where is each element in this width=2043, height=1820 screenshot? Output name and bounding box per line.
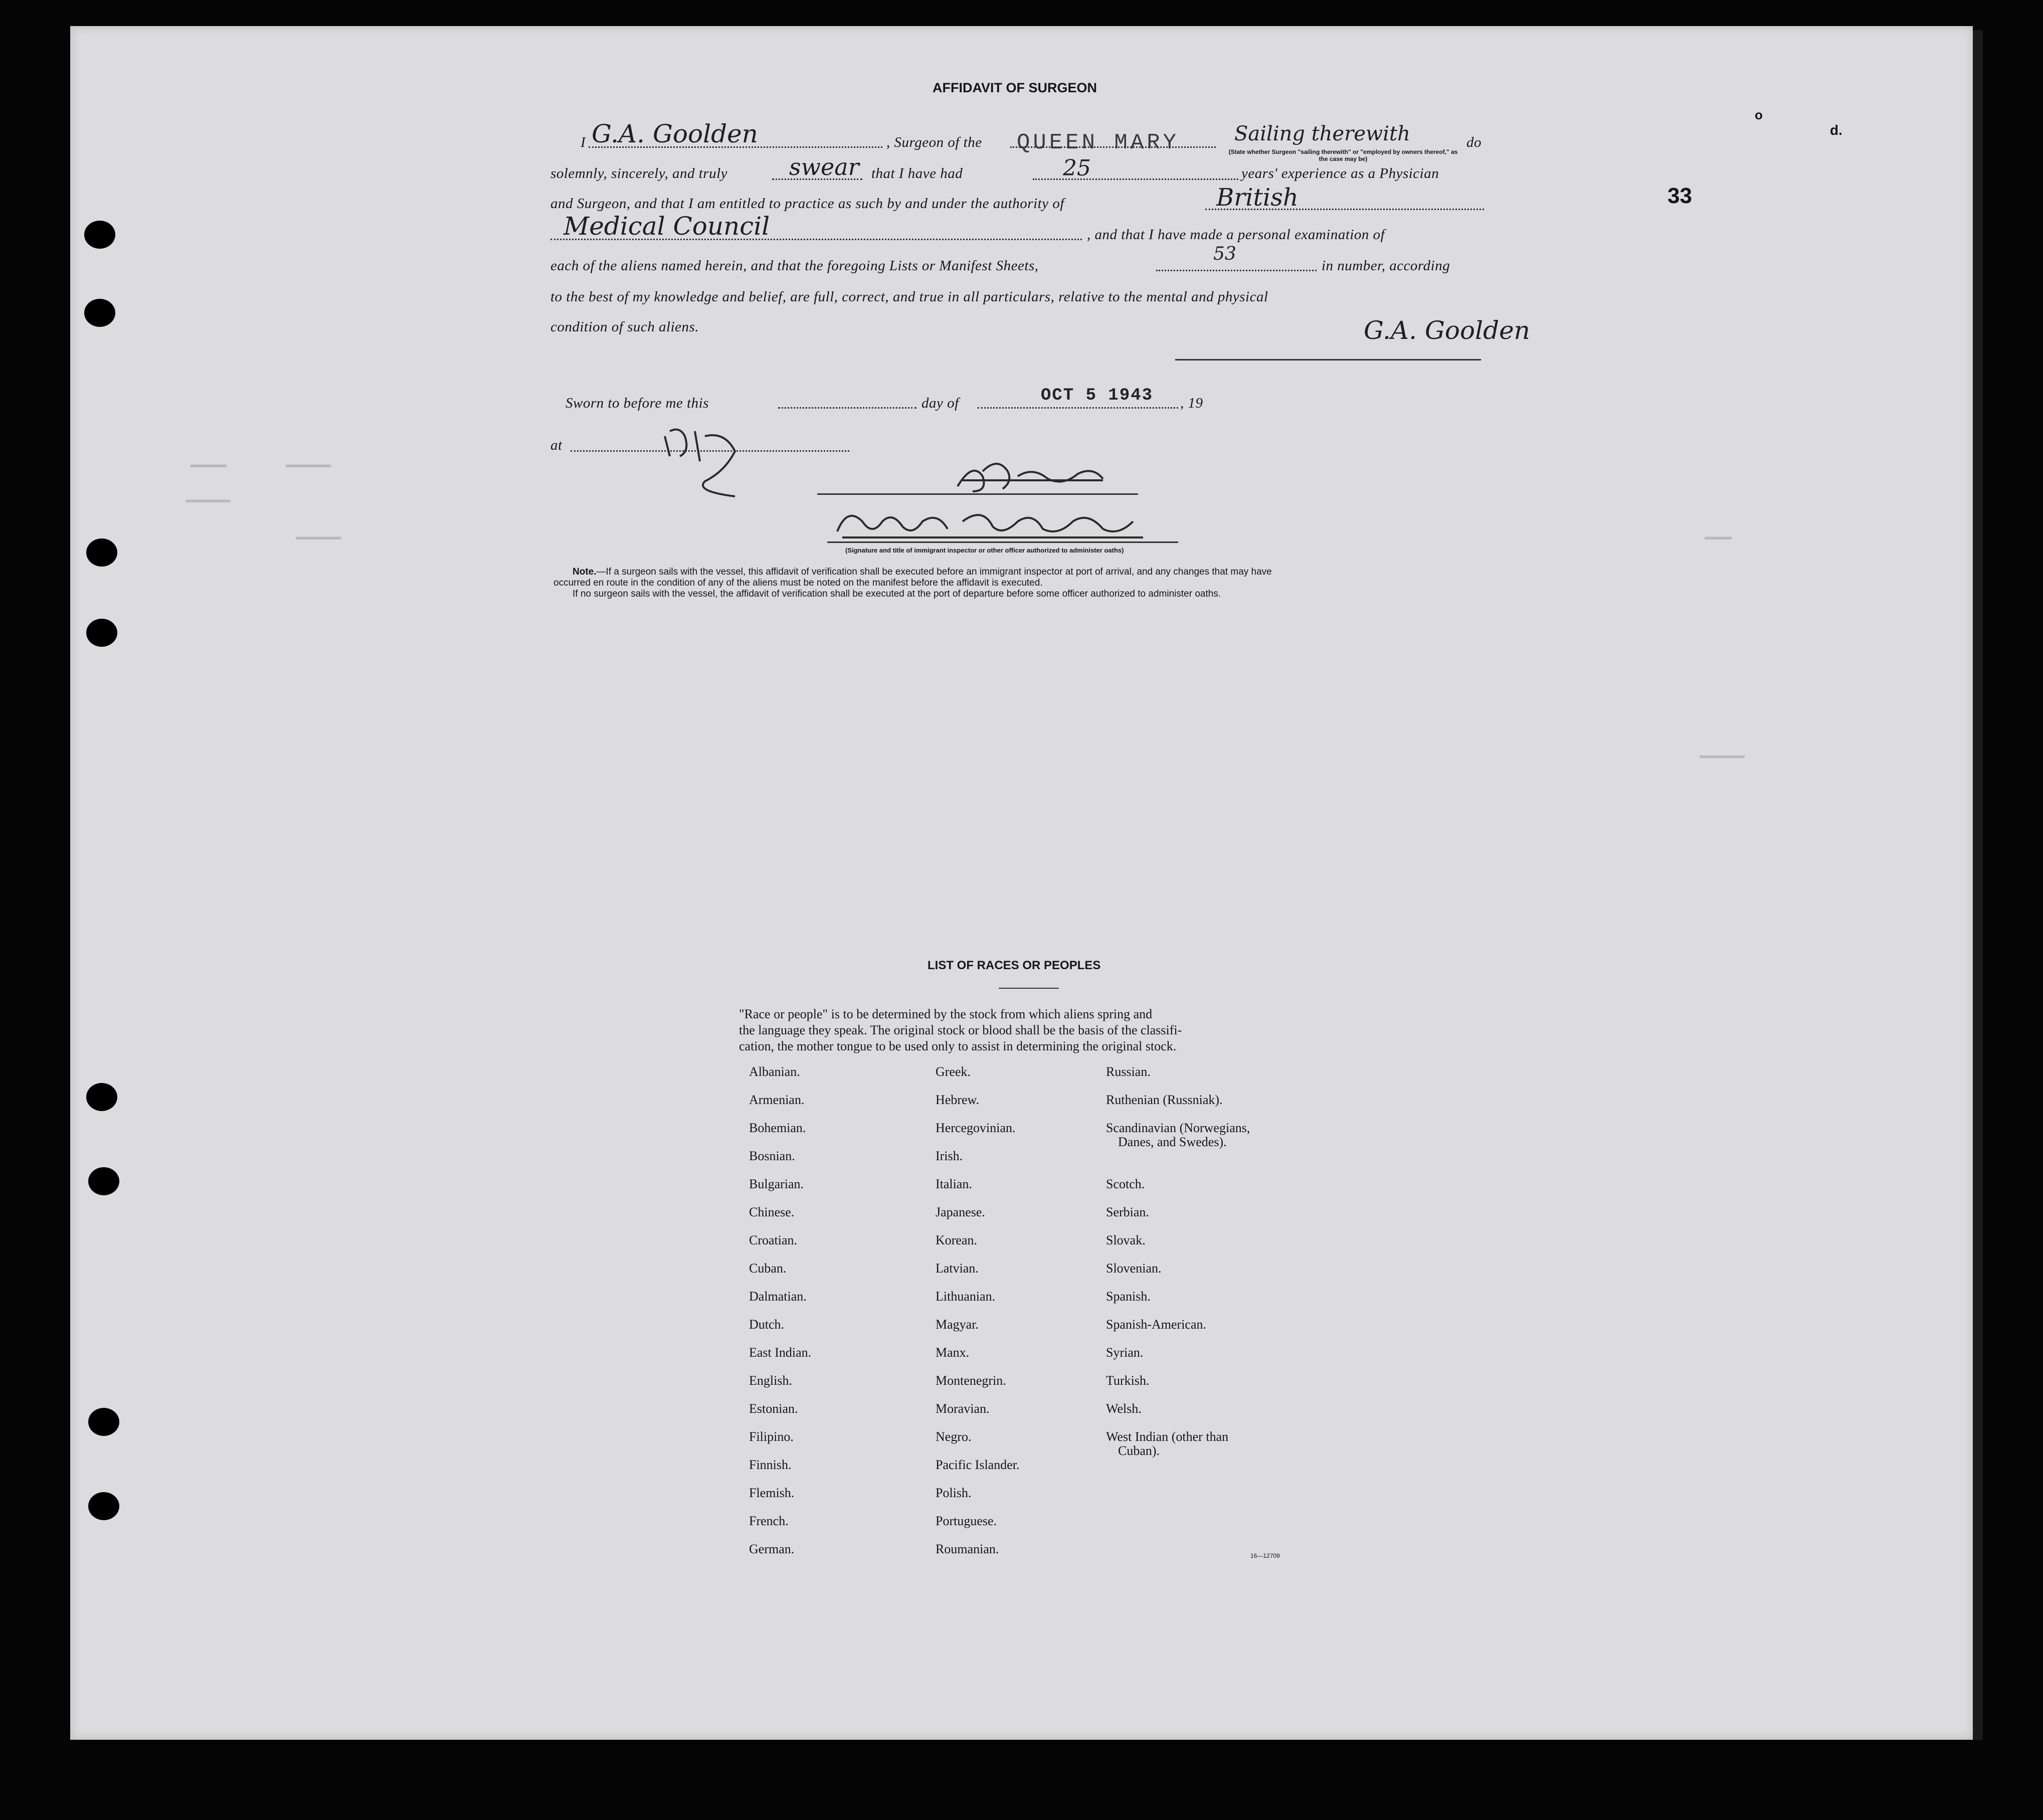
- affidavit-text: each of the aliens named herein, and that the foregoing Lists or Manifest Sheets,: [550, 258, 1039, 274]
- race-item: Slovenian.: [1106, 1261, 1162, 1276]
- binder-hole: [86, 1083, 117, 1111]
- race-item: Irish.: [936, 1149, 963, 1163]
- affidavit-text: to the best of my knowledge and belief, are full, correct, and true in all particulars, relative to the mental and physical: [550, 289, 1268, 305]
- race-item: Roumanian.: [936, 1542, 999, 1556]
- page-edge-shadow: [1973, 30, 1983, 1740]
- affidavit-text: in number, according: [1322, 258, 1450, 274]
- race-item: French.: [749, 1514, 789, 1528]
- race-item: Welsh.: [1106, 1401, 1142, 1416]
- race-item: Cuban.: [749, 1261, 787, 1276]
- surgeon-status-handwritten: Sailing therewith: [1234, 122, 1410, 145]
- sworn-date-blank: [978, 407, 1178, 409]
- affidavit-title: AFFIDAVIT OF SURGEON: [933, 80, 1097, 95]
- sworn-text: Sworn to before me this: [566, 395, 709, 411]
- races-title-rule: [999, 988, 1059, 989]
- surgeon-name-handwritten: G.A. Goolden: [592, 119, 758, 148]
- race-item: Scotch.: [1106, 1177, 1145, 1191]
- affidavit-text: and Surgeon, and that I am entitled to practice as such by and under the authority of: [550, 196, 1064, 212]
- race-item: Filipino.: [749, 1429, 794, 1444]
- race-item: Lithuanian.: [936, 1289, 996, 1304]
- race-item: Chinese.: [749, 1205, 795, 1219]
- race-item: Turkish.: [1106, 1373, 1150, 1388]
- sheets-blank: [1156, 270, 1317, 271]
- races-title: LIST OF RACES OR PEOPLES: [927, 959, 1101, 972]
- corner-mark: d.: [1830, 122, 1842, 138]
- race-item: Hebrew.: [936, 1093, 980, 1107]
- note-text: —If a surgeon sails with the vessel, this affidavit of verification shall be executed before an immigrant inspector at port of arrival, and any changes that may have: [596, 567, 1272, 577]
- bleed-through-text: ▬▬▬▬: [191, 459, 227, 469]
- race-item: Spanish-American.: [1106, 1317, 1207, 1332]
- races-intro: cation, the mother tongue to be used only to assist in determining the original stock.: [739, 1039, 1177, 1053]
- race-item: East Indian.: [749, 1345, 812, 1360]
- years-handwritten: 25: [1063, 155, 1091, 181]
- status-instruction: (State whether Surgeon "sailing therewith" or "employed by owners thereof," as the case may be): [1228, 148, 1458, 162]
- race-item: Bulgarian.: [749, 1177, 804, 1191]
- race-item: Armenian.: [749, 1093, 805, 1107]
- page-number: 33: [1667, 184, 1692, 208]
- sheets-count-handwritten: 53: [1213, 244, 1236, 264]
- race-item: Portuguese.: [936, 1514, 997, 1528]
- binder-hole: [86, 619, 117, 647]
- race-item: Danes, and Swedes).: [1118, 1135, 1227, 1149]
- races-column-1: [749, 1065, 811, 1571]
- race-item: Negro.: [936, 1429, 972, 1444]
- authority-blank: [1205, 209, 1484, 210]
- place-handwriting: [650, 416, 770, 496]
- authority-handwritten-cont: Medical Council: [564, 212, 770, 241]
- race-item: Syrian.: [1106, 1345, 1144, 1360]
- bleed-through-text: ▬▬▬▬▬: [286, 459, 331, 469]
- affidavit-text: , Surgeon of the: [886, 134, 982, 150]
- affidavit-text: condition of such aliens.: [550, 319, 699, 335]
- document-sheet: [70, 26, 1973, 1740]
- authority-blank-cont: [550, 239, 1082, 240]
- note-text: occurred en route in the condition of any of the aliens must be noted on the manifest before the affidavit is executed.: [553, 578, 1043, 588]
- binder-hole: [88, 1167, 119, 1195]
- race-item: Cuban).: [1118, 1443, 1160, 1458]
- race-item: Hercegovinian.: [936, 1121, 1016, 1135]
- race-item: Flemish.: [749, 1486, 795, 1500]
- binder-hole: [88, 1492, 119, 1520]
- note-label: [573, 567, 1272, 578]
- signature-line: [1175, 359, 1481, 360]
- corner-mark: o: [1755, 107, 1763, 122]
- form-number: 16—12709: [1250, 1552, 1280, 1559]
- affidavit-text: years' experience as a Physician: [1241, 165, 1439, 181]
- race-item: Scandinavian (Norwegians,: [1106, 1121, 1250, 1135]
- race-item: Greek.: [936, 1064, 971, 1079]
- race-item: Bohemian.: [749, 1121, 806, 1135]
- surgeon-signature: G.A. Goolden: [1364, 316, 1530, 345]
- bleed-through-text: ▬▬▬: [1705, 531, 1732, 541]
- race-item: West Indian (other than: [1106, 1429, 1229, 1444]
- inspector-signature-line: [817, 493, 1138, 495]
- sworn-text: , 19: [1180, 395, 1203, 411]
- inspector-signature: [953, 451, 1143, 496]
- race-item: German.: [749, 1542, 795, 1556]
- races-column-2: [936, 1065, 1020, 1571]
- race-item: Estonian.: [749, 1401, 798, 1416]
- race-item: Bosnian.: [749, 1149, 795, 1163]
- race-item: Polish.: [936, 1486, 972, 1500]
- binder-hole: [88, 1408, 119, 1436]
- binder-hole: [84, 221, 115, 249]
- affidavit-text: I: [581, 134, 586, 150]
- races-intro: "Race or people" is to be determined by the stock from which aliens spring and: [739, 1007, 1153, 1021]
- sworn-text: day of: [921, 395, 959, 411]
- oath-handwritten: swear: [789, 153, 859, 180]
- race-item: Dalmatian.: [749, 1289, 807, 1304]
- affidavit-text: , and that I have made a personal examination of: [1087, 227, 1385, 243]
- bleed-through-text: ▬▬▬▬▬: [185, 494, 231, 504]
- note-label-text: Note.: [573, 567, 597, 577]
- race-item: Manx.: [936, 1345, 970, 1360]
- ship-blank: [1010, 146, 1216, 148]
- affidavit-text: do: [1466, 134, 1481, 150]
- binder-hole: [86, 538, 117, 567]
- sworn-day-blank: [778, 407, 916, 409]
- note-text: If no surgeon sails with the vessel, the affidavit of verification shall be executed at the port of departure before some officer authorized to administer oaths.: [573, 589, 1221, 599]
- race-item: Magyar.: [936, 1317, 979, 1332]
- affidavit-text: that I have had: [871, 165, 963, 181]
- race-item: Montenegrin.: [936, 1373, 1006, 1388]
- affidavit-text: solemnly, sincerely, and truly: [550, 165, 728, 181]
- ship-name-stamp: QUEEN MARY: [1017, 130, 1180, 155]
- sworn-text: at: [550, 437, 563, 453]
- race-item: Albanian.: [749, 1064, 800, 1079]
- inspector-title-line: [827, 541, 1178, 543]
- bleed-through-text: ▬▬▬▬▬: [1700, 750, 1745, 760]
- years-blank: [1033, 178, 1238, 180]
- race-item: English.: [749, 1373, 792, 1388]
- race-item: Spanish.: [1106, 1289, 1151, 1304]
- race-item: Dutch.: [749, 1317, 785, 1332]
- inspector-caption: (Signature and title of immigrant inspector or other officer authorized to administer oaths): [845, 547, 1124, 554]
- race-item: Slovak.: [1106, 1233, 1146, 1247]
- binder-hole: [84, 299, 115, 327]
- race-item: Japanese.: [936, 1205, 985, 1219]
- race-item: Korean.: [936, 1233, 978, 1247]
- race-item: Ruthenian (Russniak).: [1106, 1093, 1223, 1107]
- oath-blank: [772, 178, 862, 180]
- race-item: Serbian.: [1106, 1205, 1149, 1219]
- race-item: Moravian.: [936, 1401, 990, 1416]
- race-item: Russian.: [1106, 1064, 1151, 1079]
- bleed-through-text: ▬▬▬▬▬: [296, 531, 341, 541]
- race-item: Finnish.: [749, 1458, 792, 1472]
- inspector-title-handwriting: [832, 501, 1153, 547]
- races-intro: the language they speak. The original stock or blood shall be the basis of the classifi-: [739, 1023, 1182, 1037]
- race-item: Pacific Islander.: [936, 1458, 1020, 1472]
- authority-handwritten: British: [1216, 184, 1298, 212]
- sworn-date-stamp: OCT 5 1943: [1041, 386, 1154, 405]
- race-item: Latvian.: [936, 1261, 979, 1276]
- race-item: Croatian.: [749, 1233, 798, 1247]
- name-blank: [589, 146, 882, 148]
- race-item: Italian.: [936, 1177, 972, 1191]
